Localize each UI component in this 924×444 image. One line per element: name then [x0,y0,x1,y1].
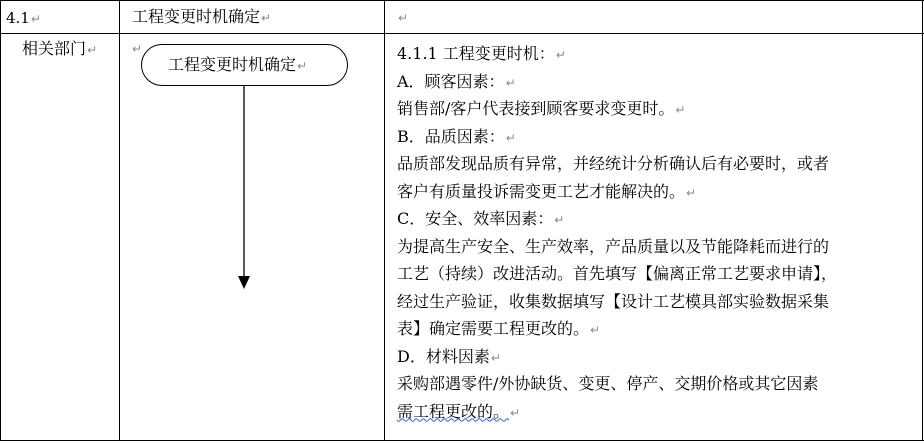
flowchart-arrow [234,86,254,290]
paragraph-mark-icon: ↵ [132,42,143,56]
section-number-cell [6,8,41,29]
flowchart-node [141,44,348,86]
table-left-border [0,0,1,441]
paragraph-mark-icon: ↵ [490,350,501,365]
content-line: C．安全、效率因素：↵ [397,209,565,228]
col-divider-2 [384,0,385,441]
content-line: 为提高生产安全、生产效率，产品质量以及节能降耗而进行的 [397,236,830,256]
paragraph-mark-icon: ↵ [30,12,41,26]
content-line: 工艺（持续）改进活动。首先填写【偏离正常工艺要求申请】， [397,264,838,283]
table-right-border [922,0,923,441]
content-line: 销售部/客户代表接到顾客要求变更时。↵ [397,99,686,118]
paragraph-mark-icon: ↵ [590,323,601,337]
paragraph-mark-icon: ↵ [510,405,521,420]
header-row-border [0,33,924,34]
content-line: 客户有质量投诉需变更工艺才能解决的。↵ [397,181,697,201]
paragraph-mark-icon: ↵ [554,213,565,227]
paragraph-mark-icon: ↵ [398,11,409,25]
content-line: D．材料因素↵ [397,346,501,366]
content-line: 表】确定需要工程更改的。↵ [397,319,601,338]
content-cell [397,40,917,425]
paragraph-mark-icon: ↵ [675,103,686,117]
department-label: 相关部门 [22,39,87,58]
table-bottom-border [0,440,924,441]
paragraph-mark-icon: ↵ [87,43,98,57]
content-line: 经过生产验证，收集数据填写【设计工艺模具部实验数据采集 [397,291,830,311]
col-divider-1 [119,0,120,441]
flowchart-node-label: 工程变更时机确定 [168,55,297,74]
content-line: 需工程更改的。↵ [397,401,521,421]
flowchart-cell-mark [131,38,142,59]
department-cell [22,39,97,60]
paragraph-mark-icon: ↵ [261,11,272,25]
content-line: B．品质因素：↵ [397,126,516,146]
header-empty-cell [397,7,408,28]
section-number: 4.1 [6,9,30,27]
paragraph-mark-icon: ↵ [555,48,566,62]
paragraph-mark-icon: ↵ [505,130,516,145]
table-top-border [0,0,924,1]
content-line: 品质部发现品质有异常，并经统计分析确认后有必要时，或者 [397,154,830,173]
section-title: 工程变更时机确定 [132,7,261,26]
content-line: A．顾客因素：↵ [397,71,516,91]
paragraph-mark-icon: ↵ [297,59,308,73]
content-line: 采购部遇零件/外协缺货、变更、停产、交期价格或其它因素 [397,374,819,393]
section-title-cell [132,7,271,28]
paragraph-mark-icon: ↵ [686,185,697,200]
paragraph-mark-icon: ↵ [505,75,516,90]
content-line: 4.1.1 工程变更时机：↵ [397,44,566,63]
